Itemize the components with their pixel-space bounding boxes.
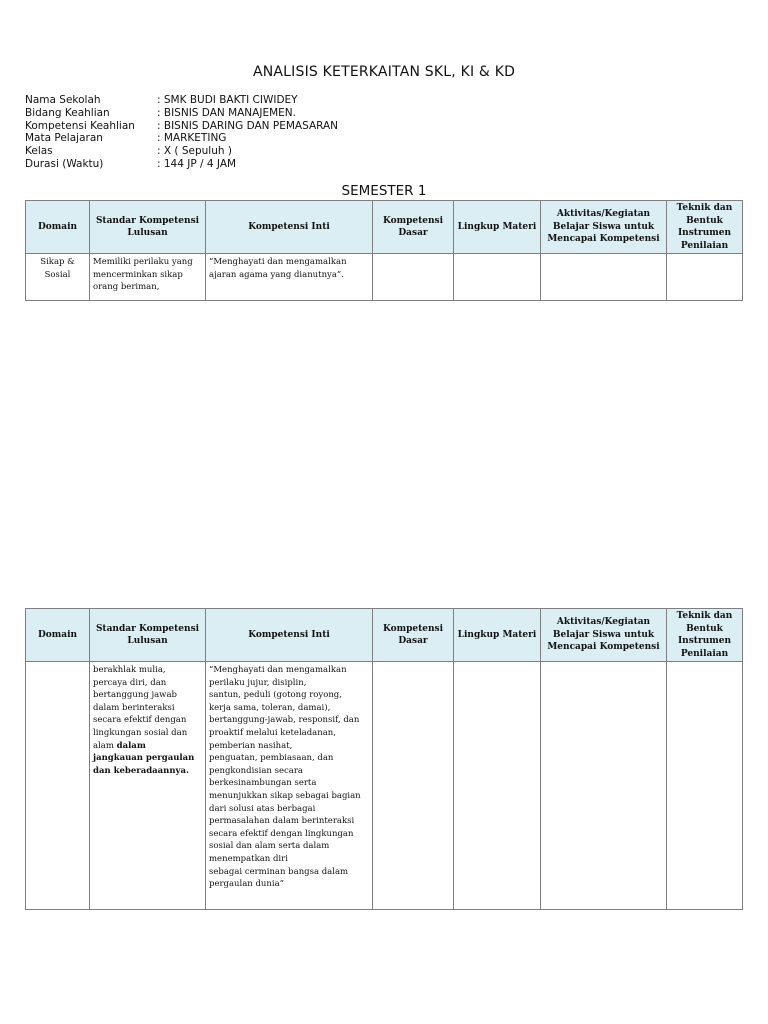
info-label: Bidang Keahlian	[25, 106, 110, 119]
info-value: : BISNIS DAN MANAJEMEN.	[157, 106, 296, 119]
header-kompetensi-dasar: Kompetensi Dasar	[373, 609, 454, 662]
analysis-table-1	[25, 200, 743, 301]
header-teknik-instrumen: Teknik dan Bentuk Instrumen Penilaian	[667, 201, 743, 254]
header-kompetensi-inti: Kompetensi Inti	[206, 201, 373, 254]
header-kompetensi-dasar: Kompetensi Dasar	[373, 201, 454, 254]
header-aktivitas-kegiatan: Aktivitas/Kegiatan Belajar Siswa untuk Mencapai Kompetensi	[541, 609, 667, 662]
info-block	[25, 94, 338, 171]
info-row-bidang-keahlian	[25, 107, 338, 120]
cell-teknik	[667, 254, 743, 301]
cell-lingkup-materi	[454, 254, 541, 301]
header-teknik-instrumen: Teknik dan Bentuk Instrumen Penilaian	[667, 609, 743, 662]
info-value: : 144 JP / 4 JAM	[157, 157, 237, 170]
cell-skl: Memiliki perilaku yang mencerminkan sikap orang beriman,	[90, 254, 206, 301]
cell-domain: Sikap & Sosial	[26, 254, 90, 301]
analysis-table-2	[25, 608, 743, 910]
info-label: Durasi (Waktu)	[25, 157, 104, 170]
table-row	[26, 662, 743, 910]
info-value: : MARKETING	[157, 132, 227, 145]
header-domain: Domain	[26, 201, 90, 254]
header-lingkup-materi: Lingkup Materi	[454, 201, 541, 254]
info-label: Kompetensi Keahlian	[25, 119, 135, 132]
semester-heading: SEMESTER 1	[341, 183, 427, 199]
info-value: : X ( Sepuluh )	[157, 145, 232, 158]
info-row-kompetensi-keahlian	[25, 120, 338, 133]
info-row-nama-sekolah	[25, 94, 338, 107]
cell-kompetensi-inti: “Menghayati dan mengamalkan perilaku jujur, disiplin, santun, peduli (gotong royong, kerja sama, toleran, damai), bertanggung-jawab, responsif, dan proaktif melalui keteladanan, pemberian nasihat, penguatan, pembiasaan, dan pengkondisian secara berkesinambungan serta menunjukkan sikap sebagai bagian dari solusi atas berbagai permasalahan dalam berinteraksi secara efektif dengan lingkungan sosial dan alam serta dalam menempatkan diri sebagai cerminan bangsa dalam pergaulan dunia”	[206, 662, 373, 910]
info-row-durasi	[25, 158, 338, 171]
table-row	[26, 254, 743, 301]
document-title: ANALISIS KETERKAITAN SKL, KI & KD	[252, 64, 516, 80]
info-row-kelas	[25, 145, 338, 158]
table-header-row	[26, 201, 743, 254]
header-aktivitas-kegiatan: Aktivitas/Kegiatan Belajar Siswa untuk Mencapai Kompetensi	[541, 201, 667, 254]
info-label: Mata Pelajaran	[25, 132, 103, 145]
cell-domain	[26, 662, 90, 910]
info-label: Kelas	[25, 145, 53, 158]
info-value: : BISNIS DARING DAN PEMASARAN	[157, 119, 339, 132]
cell-aktivitas	[541, 662, 667, 910]
cell-kompetensi-dasar	[373, 662, 454, 910]
info-value: : SMK BUDI BAKTI CIWIDEY	[157, 94, 298, 106]
skl-text-bold: dalam jangkauan pergaulan dan keberadaannya.	[93, 740, 195, 776]
info-label: Nama Sekolah	[25, 94, 101, 106]
cell-skl	[90, 662, 206, 910]
cell-aktivitas	[541, 254, 667, 301]
header-standar-kompetensi-lulusan: Standar Kompetensi Lulusan	[90, 609, 206, 662]
header-standar-kompetensi-lulusan: Standar Kompetensi Lulusan	[90, 201, 206, 254]
cell-lingkup-materi	[454, 662, 541, 910]
table-header-row	[26, 609, 743, 662]
skl-text: berakhlak mulia, percaya diri, dan bertanggung jawab dalam berinteraksi secara efektif dengan lingkungan sosial dan alam	[93, 665, 188, 751]
header-domain: Domain	[26, 609, 90, 662]
cell-teknik	[667, 662, 743, 910]
cell-kompetensi-dasar	[373, 254, 454, 301]
info-row-mata-pelajaran	[25, 132, 338, 145]
cell-kompetensi-inti: “Menghayati dan mengamalkan ajaran agama yang dianutnya”.	[206, 254, 373, 301]
header-lingkup-materi: Lingkup Materi	[454, 609, 541, 662]
header-kompetensi-inti: Kompetensi Inti	[206, 609, 373, 662]
